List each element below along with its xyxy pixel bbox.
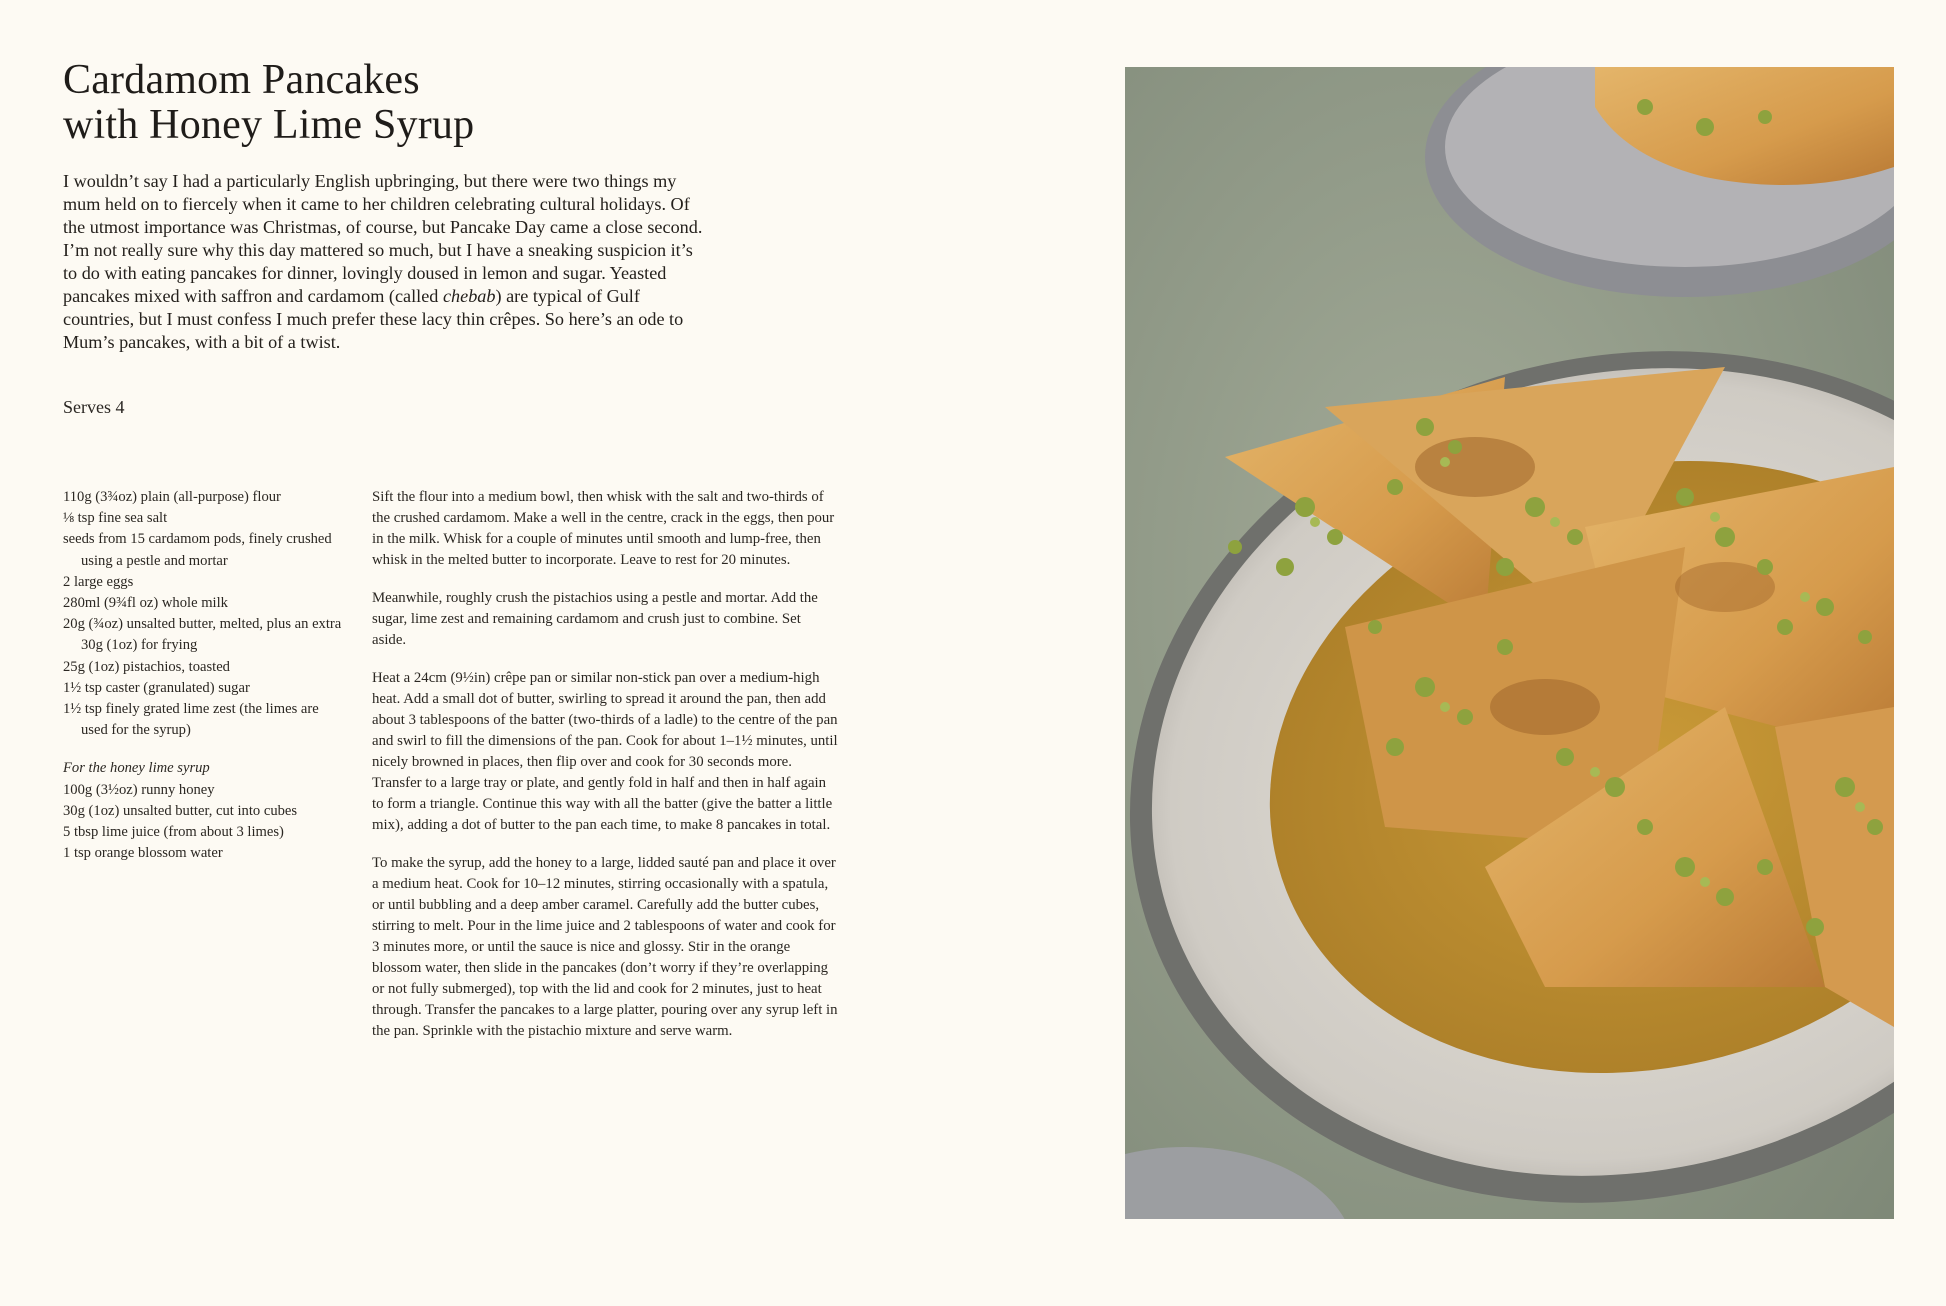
intro-italic-term: chebab — [442, 286, 496, 306]
method-step: To make the syrup, add the honey to a large, lidded sauté pan and place it over a medium heat. Cook for 10–12 minutes, stirring occasionally with a spatula, or until bubbling and a deep amber caramel. Carefully add the butter cubes, stirring to melt. Pour in the lime juice and 2 tablespoons of water and cook for 3 minutes more, or until the sauce is nice and glossy. Stir in the orange blossom water, then slide in the pancakes (don’t worry if they’re overlapping or not fully submerged), top with the lid and cook for 2 minutes, just to heat through. Transfer the pancakes to a large platter, pouring over any syrup left in the pan. Sprinkle with the pistachio mixture and serve warm. — [372, 855, 838, 1039]
method-step: Sift the flour into a medium bowl, then whisk with the salt and two-thirds of the crushed cardamom. Make a well in the centre, crack in the eggs, then pour in the milk. Whisk for a couple of minutes until smooth and lump-free, then whisk in the melted butter to incorporate. Leave to rest for 20 minutes. — [372, 489, 835, 568]
pancake-photo — [1125, 67, 1894, 1219]
intro-paragraph — [63, 170, 703, 354]
intro-text-1: I wouldn’t say I had a particularly English upbringing, but there were two things my mum held on to fiercely when it came to her children celebrating cultural holidays. Of the utmost importance was Christmas, of course, but Pancake Day came a close second. I’m not really sure why this day mattered so much, but I have a sneaking suspicion it’s to do with eating pancakes for dinner, lovingly doused in lemon and sugar. Yeasted pancakes mixed with saffron and cardamom (called — [63, 171, 703, 306]
syrup-ingredient-item: 30g (1oz) unsalted butter, cut into cubes — [63, 802, 298, 819]
syrup-subheading: For the honey lime syrup — [63, 760, 210, 777]
method-step: Meanwhile, roughly crush the pistachios using a pestle and mortar. Add the sugar, lime zest and remaining cardamom and crush just to combine. Set aside. — [372, 590, 818, 648]
title-line-2: with Honey Lime Syrup — [63, 102, 475, 148]
ingredient-item: 25g (1oz) pistachios, toasted — [63, 658, 230, 675]
pancake-photo-illustration — [1125, 67, 1894, 1219]
ingredient-item: 20g (¾oz) unsalted butter, melted, plus an extra 30g (1oz) for frying — [63, 616, 342, 654]
title-line-1: Cardamom Pancakes — [63, 57, 420, 103]
syrup-ingredient-item: 1 tsp orange blossom water — [63, 845, 223, 862]
ingredient-item: seeds from 15 cardamom pods, finely crushed using a pestle and mortar — [63, 531, 332, 569]
ingredient-item: 1½ tsp caster (granulated) sugar — [63, 679, 250, 696]
ingredient-item: 1½ tsp finely grated lime zest (the limes are used for the syrup) — [63, 701, 319, 739]
syrup-ingredient-item: 5 tbsp lime juice (from about 3 limes) — [63, 824, 284, 841]
ingredient-item: 280ml (9¾fl oz) whole milk — [63, 595, 228, 612]
ingredient-item: 2 large eggs — [63, 573, 134, 590]
method-steps — [372, 487, 838, 1059]
ingredient-item: ⅛ tsp fine sea salt — [63, 510, 168, 527]
serves-label: Serves 4 — [63, 397, 125, 417]
intro-text-2: ) are typical of Gulf countries, but I must confess I much prefer these lacy thin crêpes. So here’s an ode to Mum’s pancakes, with a bit of a twist. — [63, 286, 684, 352]
syrup-ingredient-item: 100g (3½oz) runny honey — [63, 781, 215, 798]
ingredient-item: 110g (3¾oz) plain (all-purpose) flour — [63, 489, 281, 505]
method-step: Heat a 24cm (9½in) crêpe pan or similar non-stick pan over a medium-high heat. Add a small dot of butter, swirling to spread it around the pan, then add about 3 tablespoons of the batter (two-thirds of a ladle) to the centre of the pan and swirl to fill the dimensions of the pan. Cook for about 1–1½ minutes, until nicely browned in places, then flip over and cook for 30 seconds more. Transfer to a large tray or plate, and gently fold in half and then in half again to form a triangle. Continue this way with all the batter (give the batter a little mix), adding a dot of butter to the pan each time, to make 8 pancakes in total. — [372, 670, 838, 833]
ingredients-list — [63, 487, 343, 864]
recipe-title — [63, 58, 783, 148]
